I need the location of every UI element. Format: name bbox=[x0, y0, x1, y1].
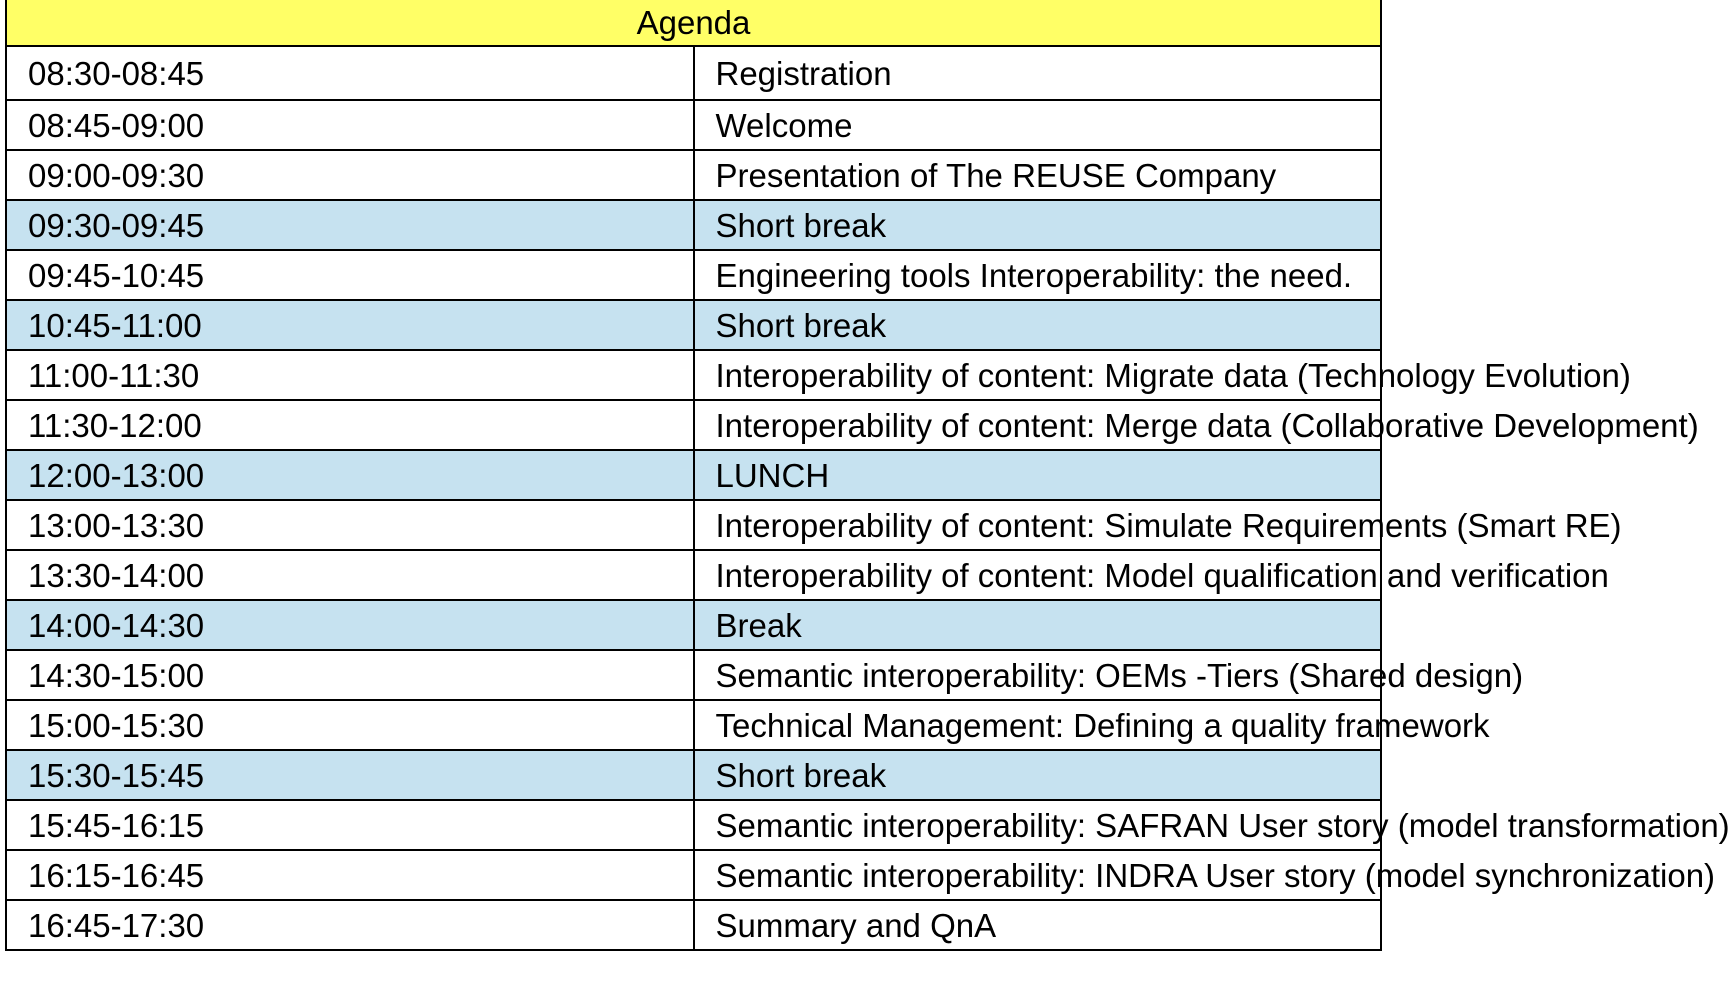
agenda-time: 15:00-15:30 bbox=[6, 700, 694, 750]
agenda-time: 10:45-11:00 bbox=[6, 300, 694, 350]
agenda-topic: Welcome bbox=[694, 100, 1382, 150]
agenda-topic: Short break bbox=[694, 200, 1382, 250]
agenda-time: 11:00-11:30 bbox=[6, 350, 694, 400]
agenda-break-row bbox=[6, 300, 1381, 350]
agenda-topic: Interoperability of content: Migrate data (Technology Evolution) bbox=[694, 350, 1382, 400]
agenda-row bbox=[6, 400, 1381, 450]
agenda-topic: Short break bbox=[694, 750, 1382, 800]
agenda-time: 16:45-17:30 bbox=[6, 900, 694, 950]
agenda-row bbox=[6, 800, 1381, 850]
agenda-time: 09:30-09:45 bbox=[6, 200, 694, 250]
agenda-header-row bbox=[6, 0, 1381, 46]
agenda-body bbox=[6, 46, 1730, 950]
agenda-time: 09:00-09:30 bbox=[6, 150, 694, 200]
agenda-row bbox=[6, 350, 1381, 400]
agenda-time: 08:45-09:00 bbox=[6, 100, 694, 150]
agenda-topic: Presentation of The REUSE Company bbox=[694, 150, 1382, 200]
agenda-time: 13:00-13:30 bbox=[6, 500, 694, 550]
agenda-row bbox=[6, 550, 1381, 600]
agenda-time: 09:45-10:45 bbox=[6, 250, 694, 300]
agenda-topic: Engineering tools Interoperability: the need. bbox=[694, 250, 1382, 300]
agenda-row bbox=[6, 850, 1381, 900]
agenda-row bbox=[6, 100, 1381, 150]
agenda-topic: Registration bbox=[694, 46, 1382, 100]
agenda-topic: Semantic interoperability: SAFRAN User story (model transformation) bbox=[694, 800, 1382, 850]
agenda-row bbox=[6, 250, 1381, 300]
agenda-row bbox=[6, 150, 1381, 200]
agenda-break-row bbox=[6, 200, 1381, 250]
agenda-row bbox=[6, 900, 1381, 950]
agenda-topic: Semantic interoperability: INDRA User story (model synchronization) bbox=[694, 850, 1382, 900]
agenda-time: 14:30-15:00 bbox=[6, 650, 694, 700]
agenda-break-row bbox=[6, 750, 1381, 800]
agenda-time: 15:30-15:45 bbox=[6, 750, 694, 800]
agenda-time: 15:45-16:15 bbox=[6, 800, 694, 850]
agenda-topic: Technical Management: Defining a quality framework bbox=[694, 700, 1382, 750]
agenda-topic: Interoperability of content: Merge data (Collaborative Development) bbox=[694, 400, 1382, 450]
agenda-topic: Semantic interoperability: OEMs -Tiers (Shared design) bbox=[694, 650, 1382, 700]
agenda-time: 11:30-12:00 bbox=[6, 400, 694, 450]
agenda-row bbox=[6, 650, 1381, 700]
agenda-time: 13:30-14:00 bbox=[6, 550, 694, 600]
agenda-row bbox=[6, 500, 1381, 550]
agenda-topic: LUNCH bbox=[694, 450, 1382, 500]
agenda-time: 08:30-08:45 bbox=[6, 46, 694, 100]
agenda-title: Agenda bbox=[6, 0, 1381, 46]
agenda-break-row bbox=[6, 600, 1381, 650]
agenda-topic: Short break bbox=[694, 300, 1382, 350]
agenda-topic: Interoperability of content: Model qualification and verification bbox=[694, 550, 1382, 600]
agenda-table bbox=[5, 0, 1730, 951]
agenda-topic: Summary and QnA bbox=[694, 900, 1382, 950]
agenda-time: 16:15-16:45 bbox=[6, 850, 694, 900]
agenda-time: 14:00-14:30 bbox=[6, 600, 694, 650]
agenda-row bbox=[6, 46, 1381, 100]
agenda-topic: Break bbox=[694, 600, 1382, 650]
agenda-time: 12:00-13:00 bbox=[6, 450, 694, 500]
agenda-break-row bbox=[6, 450, 1381, 500]
agenda-row bbox=[6, 700, 1381, 750]
agenda-topic: Interoperability of content: Simulate Requirements (Smart RE) bbox=[694, 500, 1382, 550]
